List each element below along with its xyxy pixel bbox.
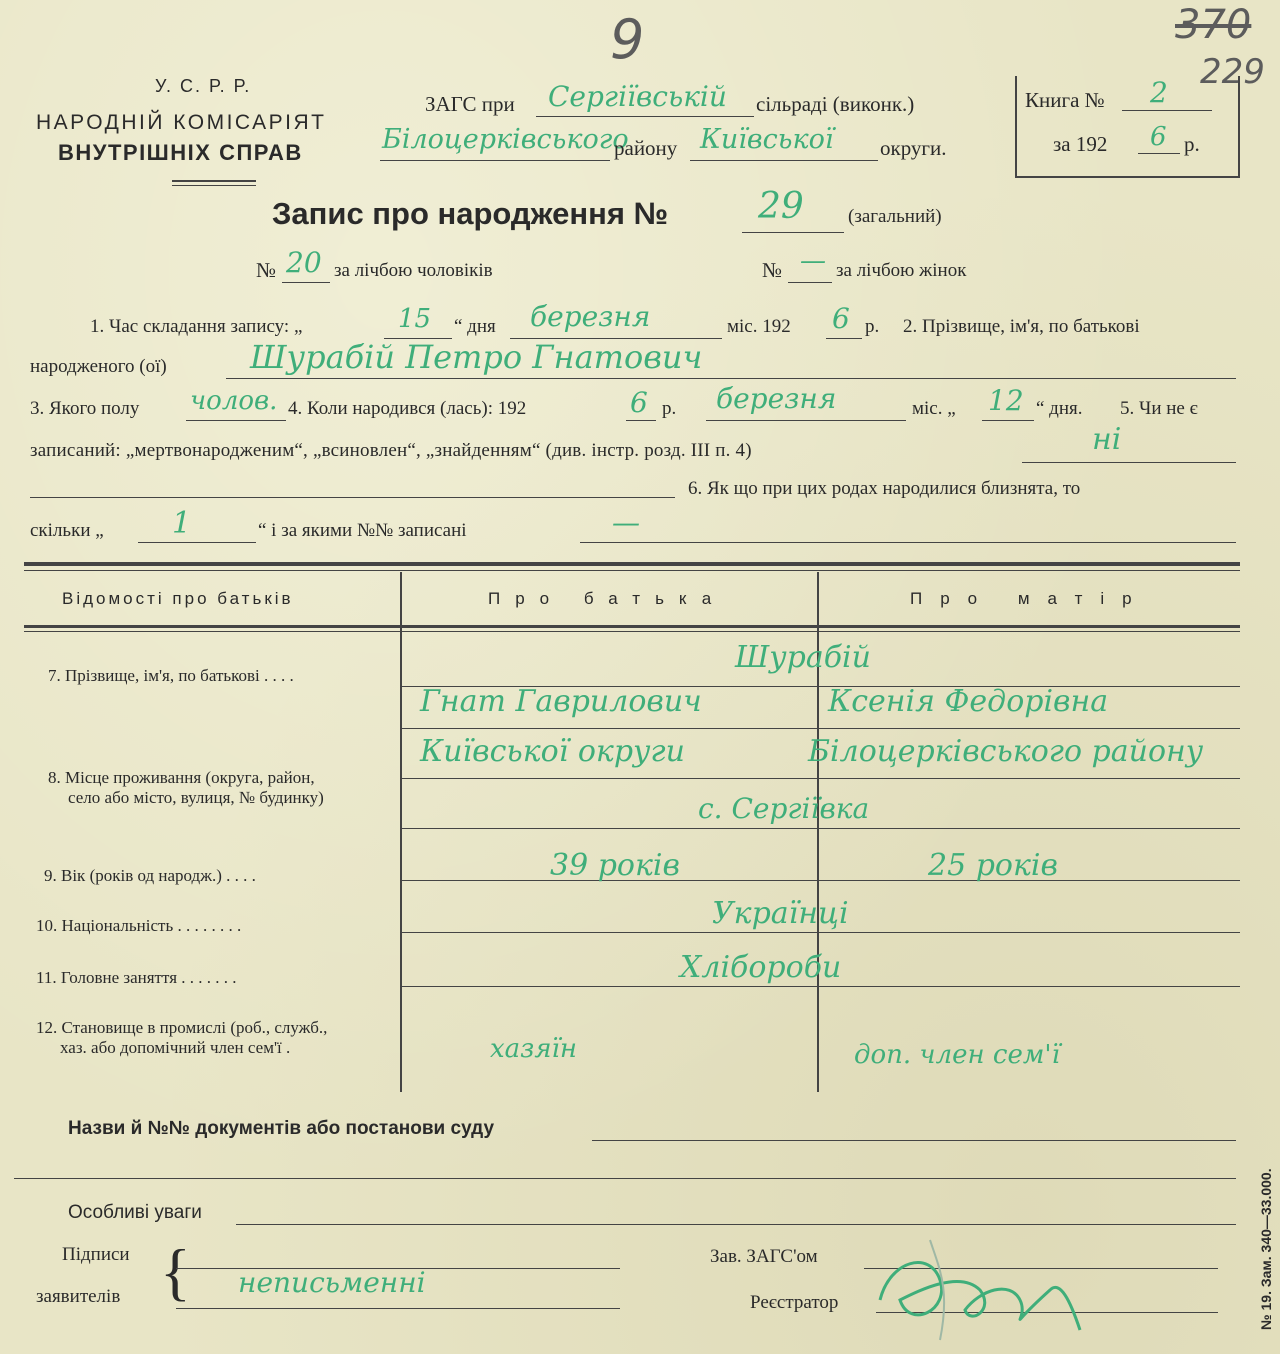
registrar-label: Реєстратор xyxy=(750,1292,839,1313)
field1-year-suffix: р. xyxy=(865,316,880,337)
record-title: Запис про народження № xyxy=(272,196,669,231)
col-header-mother: Про матір xyxy=(910,589,1150,608)
field5-label: 5. Чи не є xyxy=(1120,398,1198,419)
header-rule-1 xyxy=(172,180,256,182)
raion-line xyxy=(380,160,610,161)
signatures-label: Підписи xyxy=(62,1244,130,1265)
field2-line xyxy=(226,378,1236,379)
registrar-signature-scribble xyxy=(870,1230,1090,1350)
field3-value-handwritten: чолов. xyxy=(190,386,278,416)
zags-selsovet-line xyxy=(536,116,754,117)
field4-year-handwritten: 6 xyxy=(630,386,648,419)
table-top-rule-2 xyxy=(24,570,1240,571)
book-year-suffix: р. xyxy=(1184,132,1200,156)
field4-day-handwritten: 12 xyxy=(988,384,1024,417)
table-header-rule-2 xyxy=(24,631,1240,632)
row11-common-handwritten: Хлібороби xyxy=(680,950,842,985)
field1-day-label: “ дня xyxy=(454,316,496,337)
row12-mother-handwritten: доп. член сем'ї xyxy=(854,1040,1060,1070)
print-info: № 19. Зам. 340—33.000. xyxy=(1258,1168,1274,1330)
field1-day-handwritten: 15 xyxy=(398,304,432,334)
row7-common-handwritten: Шурабій xyxy=(735,640,871,675)
applicants-label: заявителів xyxy=(36,1286,121,1307)
ussr-label: У. С. Р. Р. xyxy=(155,76,252,96)
row8-father-handwritten: Київської округи xyxy=(420,734,685,769)
field6-label: 6. Як що при цих родах народилися близнята, то xyxy=(688,478,1081,499)
field3-label: 3. Якого полу xyxy=(30,398,140,419)
row11-line xyxy=(402,986,1240,987)
row10-line xyxy=(402,932,1240,933)
row7-label: 7. Прізвище, ім'я, по батькові . . . . xyxy=(48,666,294,685)
row8-label-cont: село або місто, вулиця, № будинку) xyxy=(68,788,324,807)
row12-label: 12. Становище в промислі (роб., служб., xyxy=(36,1018,328,1037)
field6-line xyxy=(580,542,1236,543)
field6-count-line xyxy=(138,542,256,543)
raion-handwritten: Білоцерківського xyxy=(382,124,629,155)
row8-label: 8. Місце проживання (округа, район, xyxy=(48,768,315,787)
field6-label-cont1: скільки „ xyxy=(30,520,104,541)
field4-day-line xyxy=(982,420,1034,421)
okrug-line xyxy=(690,160,878,161)
notes-line xyxy=(236,1224,1236,1225)
table-top-rule xyxy=(24,562,1240,566)
row11-label: 11. Головне заняття . . . . . . . xyxy=(36,968,237,987)
zags-suffix: сільраді (виконк.) xyxy=(756,92,915,116)
zags-prefix: ЗАГС при xyxy=(425,92,515,116)
row8-mother-handwritten: Білоцерківського району xyxy=(808,734,1204,769)
field5-line xyxy=(1022,462,1236,463)
field4-year-line xyxy=(626,420,656,421)
head-label: Зав. ЗАГС'ом xyxy=(710,1246,818,1267)
row12-label-cont: хаз. або допомічний член сем'ї . xyxy=(60,1038,291,1057)
row7-line-b xyxy=(402,728,1240,729)
row9-line xyxy=(402,880,1240,881)
row8-line-a xyxy=(402,778,1240,779)
field1-month-handwritten: березня xyxy=(530,300,651,333)
record-title-suffix: (загальний) xyxy=(848,206,942,227)
raion-label: району xyxy=(614,136,678,160)
book-box-left xyxy=(1015,76,1017,178)
col-header-father: Про батька xyxy=(488,589,727,608)
zags-selsovet-handwritten: Сергіївській xyxy=(548,80,727,113)
book-label: Книга № xyxy=(1025,88,1105,112)
col-header-parents: Відомості про батьків xyxy=(62,589,294,608)
row9-father-handwritten: 39 років xyxy=(550,848,680,883)
field5-label-cont: записаний: „мертвонародженим“, „всиновлен“, „знайденням“ (див. інстр. розд. III п. 4) xyxy=(30,440,752,461)
book-number-line xyxy=(1122,110,1212,111)
book-box-bottom xyxy=(1015,176,1240,178)
row9-mother-handwritten: 25 років xyxy=(928,848,1058,883)
book-number-handwritten: 2 xyxy=(1150,76,1168,109)
field1-label: 1. Час складання запису: „ xyxy=(90,316,303,337)
table-col-divider-1 xyxy=(400,572,402,1092)
men-count-handwritten: 20 xyxy=(286,246,322,279)
book-box-right xyxy=(1238,76,1240,178)
field4-month-handwritten: березня xyxy=(716,382,837,415)
notes-label: Особливі уваги xyxy=(68,1202,202,1223)
row8-line-b xyxy=(402,828,1240,829)
women-count-prefix: № xyxy=(762,258,783,282)
book-year-line xyxy=(1138,153,1180,154)
applicant-signature-handwritten: неписьменні xyxy=(238,1266,426,1299)
table-header-rule xyxy=(24,625,1240,628)
field1-year-line xyxy=(826,338,862,339)
field1-month-label: міс. 192 xyxy=(727,316,791,337)
okrug-handwritten: Київської xyxy=(700,124,834,155)
documents-line-2 xyxy=(14,1178,1236,1179)
women-count-label: за лічбою жінок xyxy=(836,260,967,281)
field2-value-handwritten: Шурабій Петро Гнатович xyxy=(250,338,703,376)
field2-label: 2. Прізвище, ім'я, по батькові xyxy=(903,316,1140,337)
field6-label-cont2: “ і за якими №№ записані xyxy=(258,520,467,541)
field1-year-handwritten: 6 xyxy=(832,302,850,335)
okrug-label: округи. xyxy=(880,136,947,160)
field4-month-label: міс. „ xyxy=(912,398,956,419)
row10-common-handwritten: Українці xyxy=(712,896,849,931)
page-number-struck: 370 xyxy=(1175,2,1252,48)
page-number-corner: 229 xyxy=(1200,52,1265,92)
row10-label: 10. Національність . . . . . . . . xyxy=(36,916,242,935)
field2-label-cont: народженого (ої) xyxy=(30,356,167,377)
field6-value-handwritten: — xyxy=(612,506,640,539)
documents-label: Назви й №№ документів або постанови суду xyxy=(68,1118,495,1139)
documents-line xyxy=(592,1140,1236,1141)
row8-common-handwritten: с. Сергіївка xyxy=(698,792,870,825)
field5-value-handwritten: ні xyxy=(1092,422,1122,457)
field3-line xyxy=(186,420,286,421)
signature-line-2 xyxy=(176,1308,620,1309)
record-number-handwritten: 29 xyxy=(758,186,804,227)
commissariat-line1: НАРОДНІЙ КОМІСАРІЯТ xyxy=(36,111,327,134)
field4-year-suffix: р. xyxy=(662,398,677,419)
row9-label: 9. Вік (років од народж.) . . . . xyxy=(44,866,256,885)
field4-month-line xyxy=(706,420,906,421)
signatures-bracket: { xyxy=(160,1236,191,1307)
header-rule-2 xyxy=(172,185,256,186)
row7-mother-handwritten: Ксенія Федорівна xyxy=(828,684,1109,719)
men-count-prefix: № xyxy=(256,258,277,282)
book-year-handwritten: 6 xyxy=(1150,122,1167,152)
women-count-line xyxy=(788,282,832,283)
record-number-line xyxy=(742,232,844,233)
book-year-prefix: за 192 xyxy=(1053,132,1108,156)
field4-day-label: “ дня. xyxy=(1036,398,1083,419)
row7-father-handwritten: Гнат Гаврилович xyxy=(420,684,702,719)
commissariat-line2: ВНУТРІШНІХ СПРАВ xyxy=(58,140,303,165)
archive-number-pencil: 9 xyxy=(610,8,645,71)
field6-count-handwritten: 1 xyxy=(172,506,192,541)
row12-father-handwritten: хазяїн xyxy=(490,1034,578,1064)
field4-label: 4. Коли народився (лась): 192 xyxy=(288,398,527,419)
women-count-handwritten: — xyxy=(800,246,826,276)
field5-extra-line xyxy=(30,497,675,498)
men-count-line xyxy=(282,282,330,283)
men-count-label: за лічбою чоловіків xyxy=(334,260,493,281)
